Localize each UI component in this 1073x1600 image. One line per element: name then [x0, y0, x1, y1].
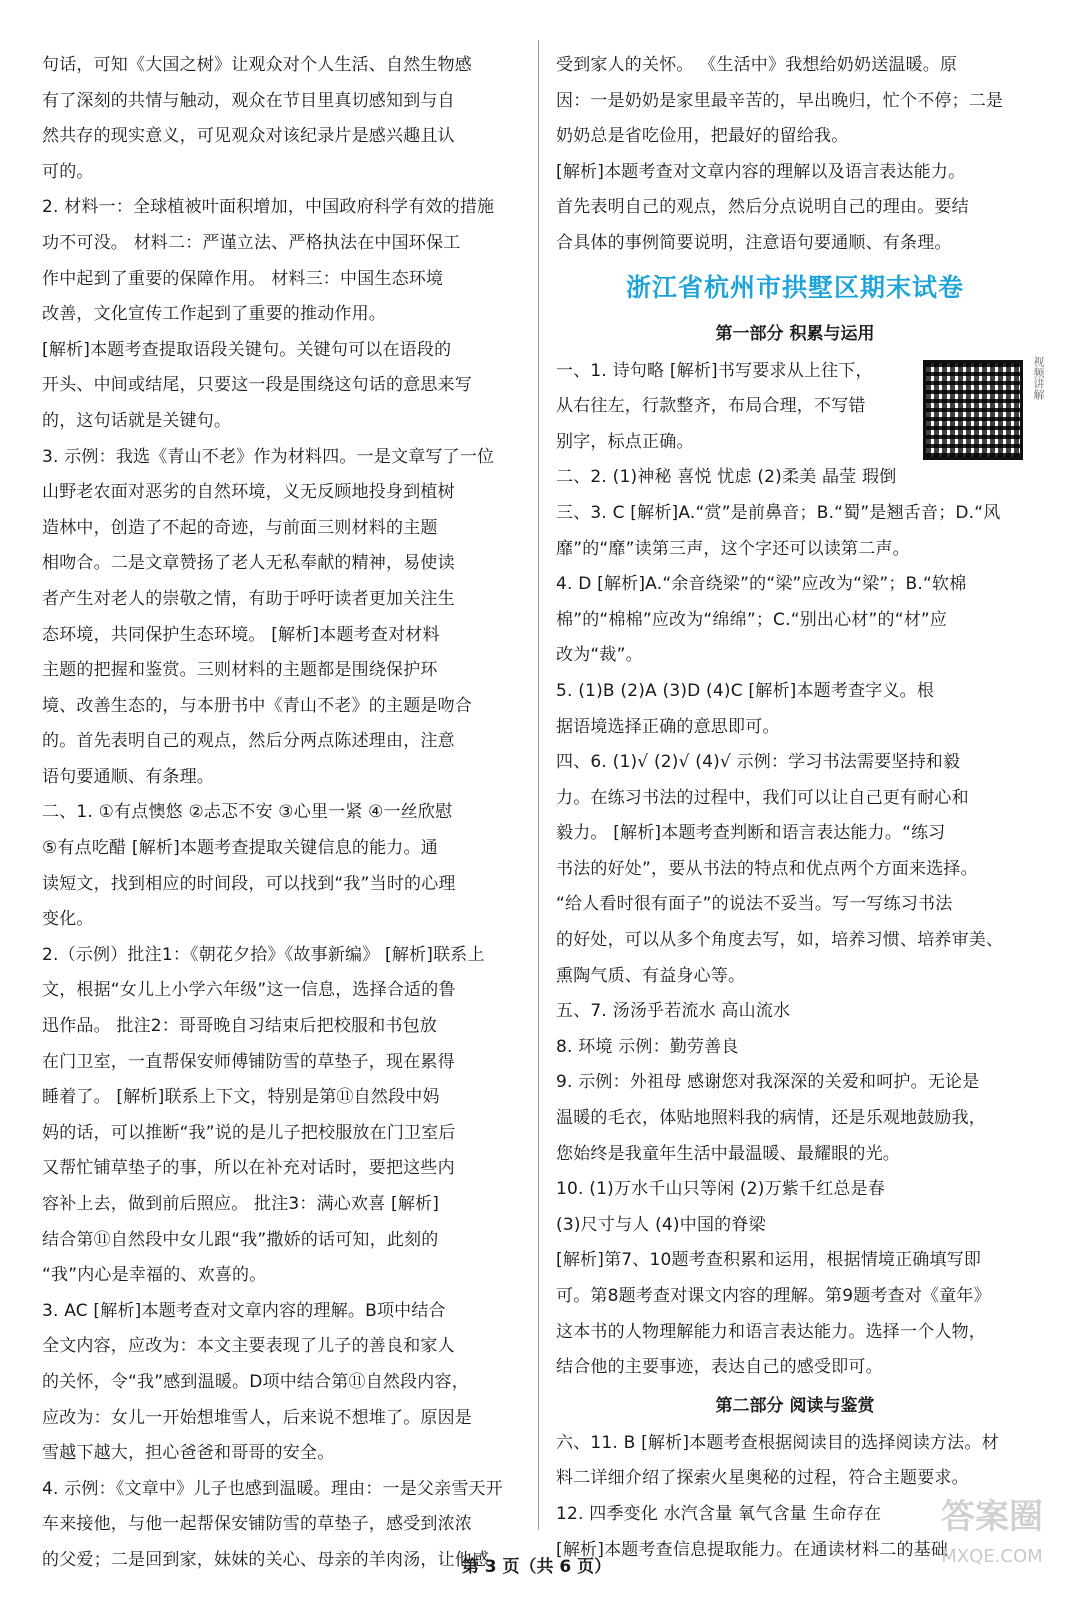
- watermark-badge: 答案圈: [941, 1497, 1043, 1537]
- text-line: 二、2. (1)神秘 喜悦 忧虑 (2)柔美 晶莹 瑕倒: [556, 467, 897, 488]
- text-line: 容补上去，做到前后照应。 批注3：满心欢喜 [解析]: [42, 1194, 440, 1214]
- text-line: 读短文，找到相应的时间段，可以找到“我”当时的心理: [42, 873, 456, 894]
- text-line: 奶奶总是省吃俭用，把最好的留给我。: [556, 126, 849, 147]
- text-line: 变化。: [42, 909, 94, 930]
- text-line: 功不可没。 材料二：严谨立法、严格执法在中国环保工: [42, 232, 461, 253]
- text-line: 12. 四季变化 水汽含量 氧气含量 生命存在: [556, 1503, 882, 1524]
- text-line: 文，根据“女儿上小学六年级”这一信息，选择合适的鲁: [42, 980, 456, 1001]
- text-line: 然共存的现实意义，可见观众对该纪录片是感兴趣且认: [42, 126, 455, 147]
- column-divider: [538, 40, 539, 1530]
- qr-code-icon[interactable]: [923, 360, 1023, 460]
- text-line: 迅作品。 批注2：哥哥晚自习结束后把校服和书包放: [42, 1016, 438, 1037]
- text-line: 2.（示例）批注1：《朝花夕拾》《故事新编》 [解析]联系上: [42, 944, 485, 965]
- text-line: 一、1. 诗句略 [解析]书写要求从上往下，: [556, 360, 873, 381]
- text-line: 合具体的事例简要说明，注意语句要通顺、有条理。: [556, 232, 952, 253]
- text-line: [解析]本题考查信息提取能力。在通读材料二的基础: [556, 1539, 949, 1560]
- text-line: 9. 示例：外祖母 感谢您对我深深的关爱和呵护。无论是: [556, 1072, 980, 1093]
- exam-section-title: 浙江省杭州市拱墅区期末试卷: [625, 272, 964, 302]
- watermark-logo: [917, 1490, 1067, 1586]
- text-line: [解析]本题考查对文章内容的理解以及语言表达能力。: [556, 161, 966, 182]
- text-line: 5. (1)B (2)A (3)D (4)C [解析]本题考查字义。根: [556, 680, 935, 701]
- watermark-site: MXQE.COM: [941, 1546, 1043, 1567]
- text-line: 料二详细介绍了探索火星奥秘的过程，符合主题要求。: [556, 1468, 969, 1489]
- text-line: 妈的话，可以推断“我”说的是儿子把校服放在门卫室后: [42, 1122, 456, 1143]
- text-line: 10. (1)万水千山只等闲 (2)万紫千红总是春: [556, 1179, 886, 1200]
- text-line: 改善，文化宣传工作起到了重要的推动作用。: [42, 304, 386, 325]
- text-line: 又帮忙铺草垫子的事，所以在补充对话时，要把这些内: [42, 1158, 455, 1179]
- text-line: 的父爱；二是回到家，妹妹的关心、母亲的羊肉汤，让他感: [42, 1549, 490, 1570]
- text-line: 五、7. 汤汤乎若流水 高山流水: [556, 1001, 791, 1022]
- text-line: ⑤有点吃醋 [解析]本题考查提取关键信息的能力。通: [42, 838, 438, 859]
- text-line: 二、1. ①有点懊悠 ②忐忑不安 ③心里一紧 ④一丝欣慰: [42, 802, 453, 823]
- text-line: 结合第⑪自然段中女儿跟“我”撒娇的话可知，此刻的: [42, 1229, 439, 1250]
- text-line: 三、3. C [解析]A.“赏”是前鼻音；B.“蜀”是翘舌音；D.“风: [556, 502, 1001, 523]
- text-line: 4. D [解析]A.“余音绕梁”的“梁”应改为“梁”；B.“软棉: [556, 574, 967, 595]
- text-line: 8. 环境 示例：勤劳善良: [556, 1036, 739, 1057]
- text-line: “给人看时很有面子”的说法不妥当。写一写练习书法: [556, 894, 953, 915]
- text-line: 从右往左，行款整齐，布局合理，不写错: [556, 396, 866, 417]
- text-line: 3. 示例：我选《青山不老》作为材料四。一是文章写了一位: [42, 446, 495, 467]
- text-line: 据语境选择正确的意思即可。: [556, 716, 780, 737]
- text-line: 作中起到了重要的保障作用。 材料三：中国生态环境: [42, 268, 444, 289]
- text-line: 靡”的“靡”读第三声，这个字还可以读第二声。: [556, 538, 910, 559]
- text-line: 车来接他，与他一起帮保安铺防雪的草垫子，感受到浓浓: [42, 1514, 472, 1535]
- part-one-title: 第一部分 积累与运用: [715, 323, 875, 344]
- text-line: 睡着了。 [解析]联系上下文，特别是第⑪自然段中妈: [42, 1087, 440, 1108]
- text-line: 别字，标点正确。: [556, 431, 694, 452]
- text-line: (3)尺寸与人 (4)中国的脊梁: [556, 1214, 766, 1235]
- text-line: 在门卫室，一直帮保安师傅铺防雪的草垫子，现在累得: [42, 1051, 455, 1072]
- text-line: 六、11. B [解析]本题考查根据阅读目的选择阅读方法。材: [556, 1432, 999, 1453]
- text-line: 书法的好处”，要从书法的特点和优点两个方面来选择。: [556, 858, 978, 879]
- text-line: 全文内容，应改为：本文主要表现了儿子的善良和家人: [42, 1336, 455, 1357]
- text-line: 的。首先表明自己的观点，然后分两点陈述理由，注意: [42, 731, 455, 752]
- text-line: 改为“裁”。: [556, 645, 643, 666]
- text-line: 首先表明自己的观点，然后分点说明自己的理由。要结: [556, 197, 969, 218]
- text-line: 造林中，创造了不起的奇迹，与前面三则材料的主题: [42, 517, 438, 538]
- text-line: 毅力。 [解析]本题考查判断和语言表达能力。“练习: [556, 823, 946, 844]
- text-line: [解析]本题考查提取语段关键句。关键句可以在语段的: [42, 339, 452, 360]
- text-line: 应改为：女儿一开始想堆雪人，后来说不想堆了。原因是: [42, 1407, 472, 1428]
- text-line: 因：一是奶奶是家里最辛苦的，早出晚归，忙个不停；二是: [556, 90, 1004, 111]
- qr-caption: 视频讲解: [1032, 356, 1045, 400]
- part-two-title: 第二部分 阅读与鉴赏: [715, 1395, 875, 1416]
- text-line: 力。在练习书法的过程中，我们可以让自己更有耐心和: [556, 787, 969, 808]
- text-line: 结合他的主要事迹，表达自己的感受即可。: [556, 1357, 883, 1378]
- text-line: 者产生对老人的崇敬之情，有助于呼吁读者更加关注生: [42, 588, 455, 609]
- text-line: 2. 材料一：全球植被叶面积增加，中国政府科学有效的措施: [42, 197, 495, 218]
- text-line: [解析]第7、10题考查积累和运用，根据情境正确填写即: [556, 1250, 982, 1271]
- text-line: 态环境，共同保护生态环境。 [解析]本题考查对材料: [42, 624, 440, 645]
- page-number: 第 3 页（共 6 页）: [461, 1557, 612, 1577]
- text-line: 这本书的人物理解能力和语言表达能力。选择一个人物，: [556, 1321, 986, 1342]
- text-line: 的好处，可以从多个角度去写，如，培养习惯、培养审美、: [556, 930, 1004, 951]
- text-line: 的关怀，令“我”感到温暖。D项中结合第⑪自然段内容，: [42, 1371, 469, 1392]
- text-line: 四、6. (1)√ (2)√ (4)√ 示例：学习书法需要坚持和毅: [556, 752, 961, 773]
- text-line: 温暖的毛衣，体贴地照料我的病情，还是乐观地鼓励我，: [556, 1108, 986, 1129]
- text-line: 3. AC [解析]本题考查对文章内容的理解。B项中结合: [42, 1300, 446, 1321]
- text-line: 可的。: [42, 161, 94, 182]
- text-line: 受到家人的关怀。 《生活中》我想给奶奶送温暖。原: [556, 55, 958, 75]
- text-line: 您始终是我童年生活中最温暖、最耀眼的光。: [556, 1143, 900, 1164]
- right-column: [556, 48, 1034, 1568]
- text-line: 熏陶气质、有益身心等。: [556, 965, 746, 986]
- text-line: “我”内心是幸福的、欢喜的。: [42, 1265, 267, 1286]
- text-line: 开头、中间或结尾，只要这一段是围绕这句话的意思来写: [42, 375, 472, 396]
- text-line: 山野老农面对恶劣的自然环境，义无反顾地投身到植树: [42, 482, 455, 503]
- text-line: 句话，可知《大国之树》让观众对个人生活、自然生物感: [42, 55, 472, 75]
- text-line: 棉”的“棉棉”应改为“绵绵”；C.“别出心材”的“材”应: [556, 609, 948, 630]
- text-line: 可。第8题考查对课文内容的理解。第9题考查对《童年》: [556, 1286, 991, 1306]
- text-line: 的，这句话就是关键句。: [42, 410, 232, 431]
- left-column: [42, 48, 520, 1579]
- text-line: 雪越下越大，担心爸爸和哥哥的安全。: [42, 1443, 335, 1464]
- text-line: 主题的把握和鉴赏。三则材料的主题都是围绕保护环: [42, 660, 438, 681]
- text-line: 4. 示例：《文章中》儿子也感到温暖。理由：一是父亲雪天开: [42, 1478, 503, 1499]
- text-line: 语句要通顺、有条理。: [42, 766, 214, 787]
- text-line: 相吻合。二是文章赞扬了老人无私奉献的精神，易使读: [42, 553, 455, 574]
- text-line: 有了深刻的共情与触动，观众在节目里真切感知到与自: [42, 90, 455, 111]
- text-line: 境、改善生态的，与本册书中《青山不老》的主题是吻合: [42, 695, 472, 716]
